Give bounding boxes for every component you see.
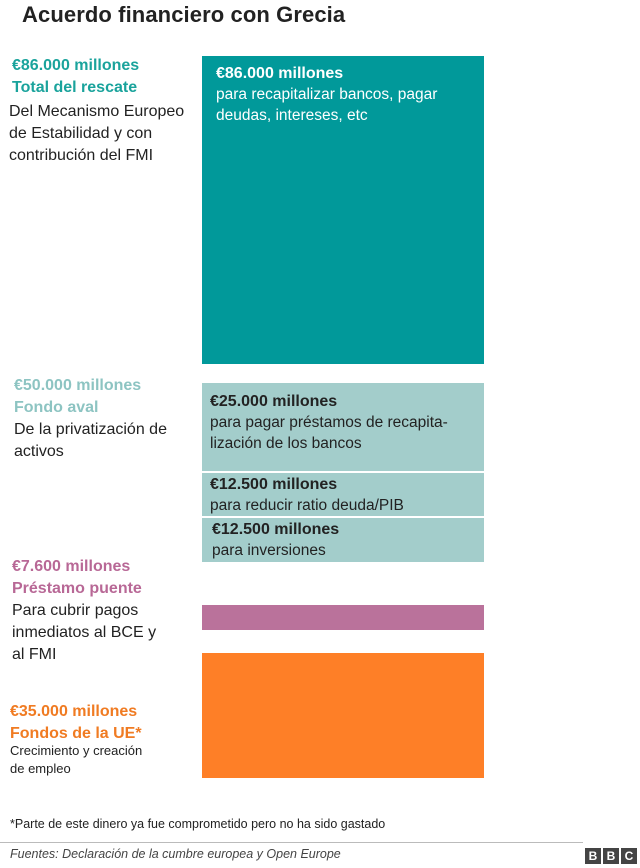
chart-title: Acuerdo financiero con Grecia (22, 2, 346, 27)
bbc-logo-letter-3: C (621, 848, 637, 864)
source-note: Fuentes: Declaración de la cumbre europea y Open Europe (10, 847, 341, 861)
eu-amount-label: €35.000 millones (10, 703, 138, 720)
bridge-label-group (12, 556, 142, 600)
bridge-amount-label: €7.600 millones (12, 558, 131, 575)
eu-description: Crecimiento y creación de empleo (10, 743, 143, 776)
rescue-description: Del Mecanismo Europeo de Estabilidad y con contribución del FMI (9, 103, 185, 164)
guarantee-segment-2-amount: €12.500 millones (210, 476, 338, 493)
eu-bar (202, 653, 484, 778)
guarantee-amount-label: €50.000 millones (14, 377, 142, 394)
guarantee-name-label: Fondo aval (14, 399, 99, 416)
guarantee-segment-2-purpose: para reducir ratio deuda/PIB (210, 497, 404, 514)
bbc-logo (585, 848, 637, 864)
footer-divider (0, 842, 583, 843)
guarantee-segment-1-purpose-line1: para pagar préstamos de recapita- (210, 414, 448, 431)
guarantee-segment-3-text (212, 519, 482, 561)
guarantee-segment-1-text (210, 391, 480, 454)
rescue-label-group (12, 55, 139, 99)
guarantee-segment-1-amount: €25.000 millones (210, 393, 338, 410)
footnote: *Parte de este dinero ya fue comprometido pero no ha sido gastado (10, 817, 386, 831)
eu-label-group (10, 701, 142, 745)
guarantee-description: De la privatización de activos (14, 421, 167, 460)
bbc-logo-letter-1: B (585, 848, 601, 864)
rescue-amount-label: €86.000 millones (12, 57, 140, 74)
bridge-name-label: Préstamo puente (12, 580, 142, 597)
rescue-bar-purpose: para recapitalizar bancos, pagar deudas, intereses, etc (216, 86, 438, 124)
eu-name-label: Fondos de la UE* (10, 725, 142, 742)
bbc-logo-letter-2: B (603, 848, 619, 864)
rescue-name-label: Total del rescate (12, 79, 138, 96)
bridge-bar (202, 605, 484, 630)
guarantee-segment-3-amount: €12.500 millones (212, 521, 340, 538)
rescue-bar-amount: €86.000 millones (216, 65, 344, 82)
bridge-description: Para cubrir pagos inmediatos al BCE y al FMI (12, 602, 157, 663)
guarantee-segment-1-purpose-line2: lización de los bancos (210, 435, 362, 452)
guarantee-label-group (14, 375, 141, 419)
guarantee-segment-3-purpose: para inversiones (212, 542, 326, 559)
guarantee-segment-2-text (210, 474, 480, 516)
rescue-bar-text (216, 63, 476, 126)
